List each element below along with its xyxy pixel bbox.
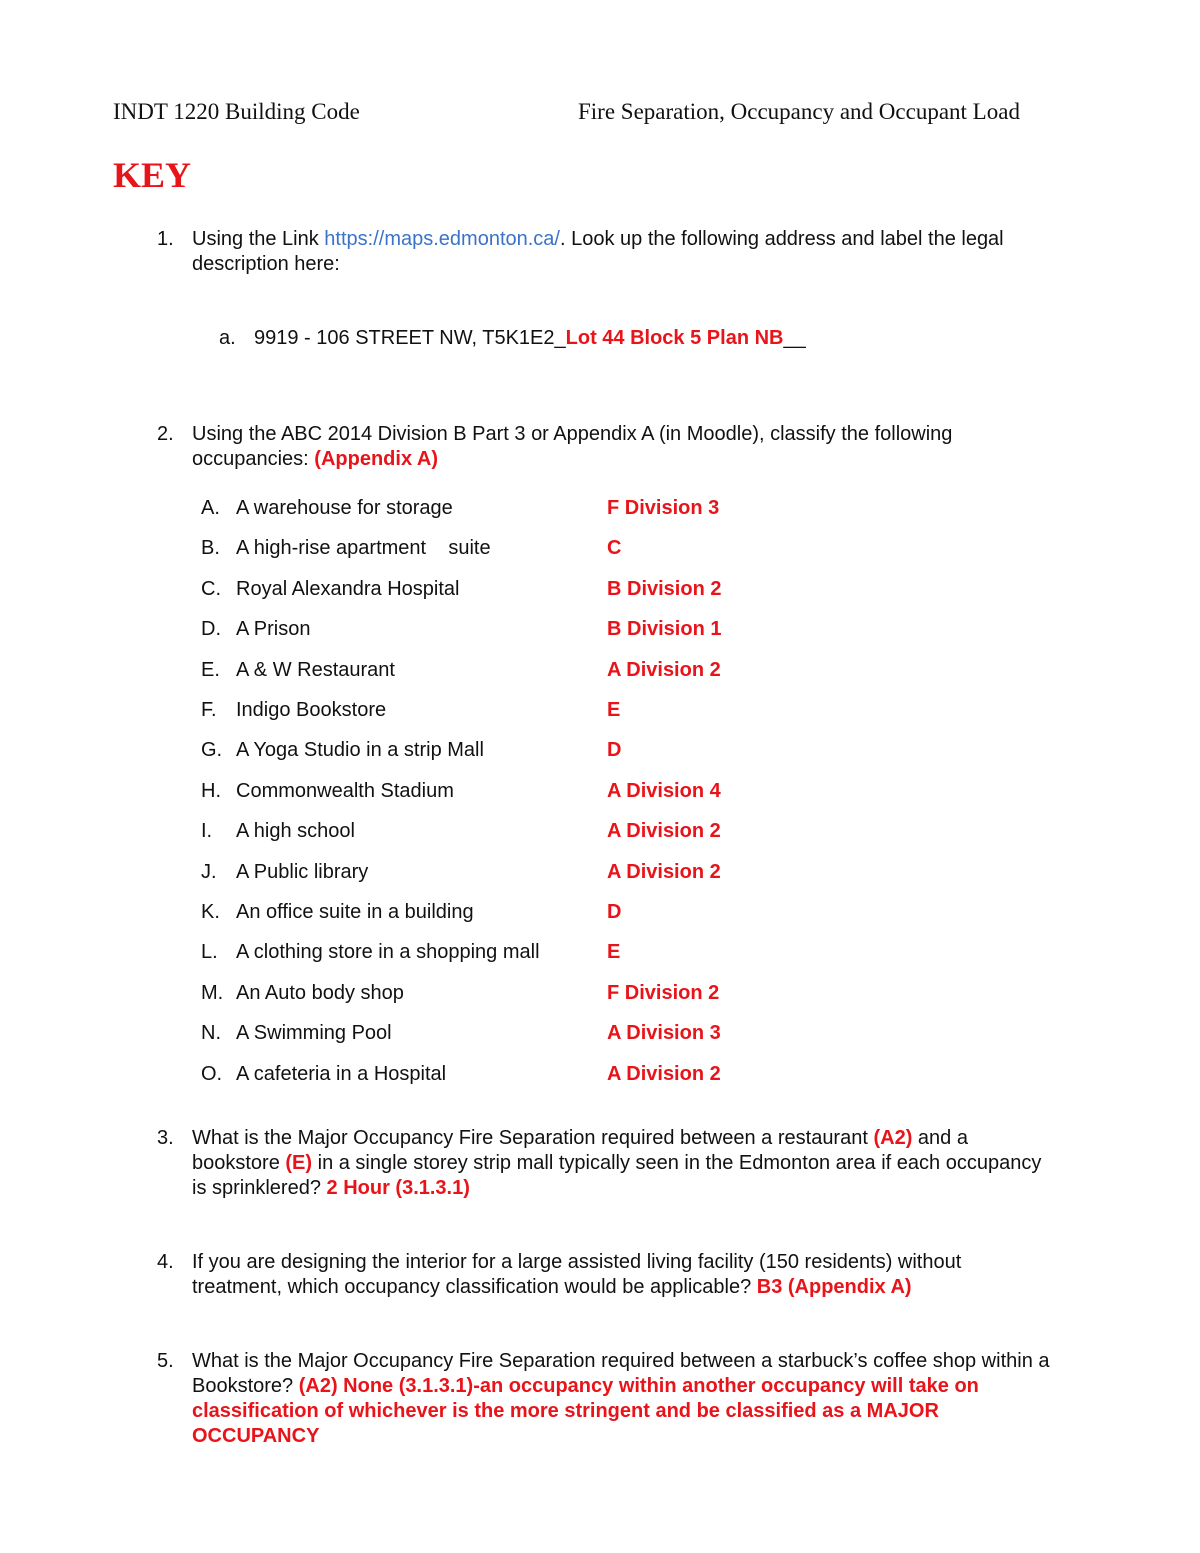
occupancy-classification: A Division 2 (607, 820, 721, 842)
occupancy-row (0, 576, 1200, 602)
occupancy-name: A Swimming Pool (236, 1022, 392, 1044)
document-topic: Fire Separation, Occupancy and Occupant Load (578, 99, 1020, 124)
occupancy-letter: O. (201, 1063, 223, 1085)
occupancy-row (0, 1061, 1200, 1087)
question-number: 2. (157, 423, 174, 445)
occupancy-classification: A Division 3 (607, 1022, 721, 1044)
question-answer: (A2) None (3.1.3.1)-an occupancy within another occupancy will take on classification of whichever is the more stringent and be classified as a MAJOR OCCUPANCY (192, 1375, 979, 1447)
occupancy-row (0, 697, 1200, 723)
question-text-part: What is the Major Occupancy Fire Separation required between a starbuck’s coffee shop within a Bookstore? (192, 1350, 1050, 1397)
question-answer: B3 (Appendix A) (756, 1276, 912, 1298)
question-text (192, 1250, 1042, 1300)
question-number: 5. (157, 1350, 174, 1372)
occupancy-name: A & W Restaurant (236, 659, 395, 681)
occupancy-letter: B. (201, 537, 220, 559)
occupancy-letter: E. (201, 659, 220, 681)
question-text (192, 422, 1052, 472)
question-number: 3. (157, 1127, 174, 1149)
occupancy-row (0, 859, 1200, 885)
occupancy-name: A high-rise apartment suite (236, 537, 491, 559)
occupancy-classification: A Division 2 (607, 861, 721, 883)
question-text-part: Using the ABC 2014 Division B Part 3 or Appendix A (in Moodle), classify the following occupancies: (192, 423, 953, 470)
occupancy-name: A cafeteria in a Hospital (236, 1063, 447, 1085)
occupancy-name: A Prison (236, 618, 311, 640)
occupancy-classification: D (607, 739, 622, 761)
occupancy-letter: J. (201, 861, 217, 883)
question-text-part: Using the Link (192, 228, 325, 250)
question-text-part: in a single storey strip mall typically seen in the Edmonton area if each occupancy is sprinklered? (192, 1152, 1042, 1199)
answer-blank: __ (783, 327, 806, 349)
question-text (192, 1349, 1052, 1449)
occupancy-classification: F Division 2 (607, 982, 720, 1004)
inline-answer: (E) (285, 1152, 313, 1174)
occupancy-row (0, 818, 1200, 844)
address-line (254, 326, 806, 351)
answer-key-label: KEY (113, 155, 192, 195)
occupancy-name: A clothing store in a shopping mall (236, 941, 540, 963)
occupancy-classification: A Division 4 (607, 780, 721, 802)
question-number: 4. (157, 1251, 174, 1273)
address-text: 9919 - 106 STREET NW, T5K1E2_ (254, 327, 566, 349)
question-text-part: and a bookstore (192, 1127, 968, 1174)
occupancy-letter: I. (201, 820, 213, 842)
occupancy-letter: L. (201, 941, 218, 963)
occupancy-letter: H. (201, 780, 221, 802)
occupancy-classification: A Division 2 (607, 659, 721, 681)
course-title: INDT 1220 Building Code (113, 99, 360, 124)
occupancy-classification: B Division 2 (607, 578, 722, 600)
occupancy-row (0, 778, 1200, 804)
occupancy-classification: D (607, 901, 622, 923)
occupancy-name: An Auto body shop (236, 982, 404, 1004)
question-text-part: If you are designing the interior for a large assisted living facility (150 residents) without treatment, which occupancy classification would be applicable? (192, 1251, 962, 1298)
question-text-part: What is the Major Occupancy Fire Separation required between a restaurant (192, 1127, 874, 1149)
occupancy-classification: E (607, 941, 621, 963)
occupancy-name: A warehouse for storage (236, 497, 453, 519)
maps-link[interactable]: https://maps.edmonton.ca/ (324, 228, 560, 250)
occupancy-classification: B Division 1 (607, 618, 722, 640)
occupancy-letter: K. (201, 901, 220, 923)
occupancy-name: A high school (236, 820, 355, 842)
question-text-part: . Look up the following address and label the legal description here: (192, 228, 1004, 275)
occupancy-letter: C. (201, 578, 221, 600)
occupancy-classification: A Division 2 (607, 1063, 721, 1085)
occupancy-name: Indigo Bookstore (236, 699, 387, 721)
occupancy-classification: C (607, 537, 622, 559)
occupancy-row (0, 495, 1200, 521)
question-text (192, 1126, 1042, 1201)
occupancy-row (0, 1020, 1200, 1046)
occupancy-classification: E (607, 699, 621, 721)
legal-description-answer: Lot 44 Block 5 Plan NB (565, 327, 784, 349)
occupancy-letter: A. (201, 497, 220, 519)
occupancy-name: Commonwealth Stadium (236, 780, 454, 802)
occupancy-row (0, 737, 1200, 763)
occupancy-classification: F Division 3 (607, 497, 720, 519)
occupancy-row (0, 939, 1200, 965)
question-text (192, 227, 1052, 277)
question-number: 1. (157, 228, 174, 250)
occupancy-row (0, 980, 1200, 1006)
occupancy-name: A Yoga Studio in a strip Mall (236, 739, 484, 761)
question-answer: (Appendix A) (314, 448, 438, 470)
question-answer: 2 Hour (3.1.3.1) (326, 1177, 470, 1199)
occupancy-name: Royal Alexandra Hospital (236, 578, 460, 600)
sub-item-letter: a. (219, 327, 236, 349)
occupancy-letter: N. (201, 1022, 221, 1044)
occupancy-row (0, 616, 1200, 642)
inline-answer: (A2) (873, 1127, 913, 1149)
occupancy-letter: D. (201, 618, 221, 640)
occupancy-name: An office suite in a building (236, 901, 474, 923)
occupancy-row (0, 899, 1200, 925)
occupancy-letter: F. (201, 699, 217, 721)
occupancy-row (0, 535, 1200, 561)
occupancy-row (0, 657, 1200, 683)
occupancy-letter: M. (201, 982, 224, 1004)
occupancy-name: A Public library (236, 861, 369, 883)
occupancy-letter: G. (201, 739, 223, 761)
